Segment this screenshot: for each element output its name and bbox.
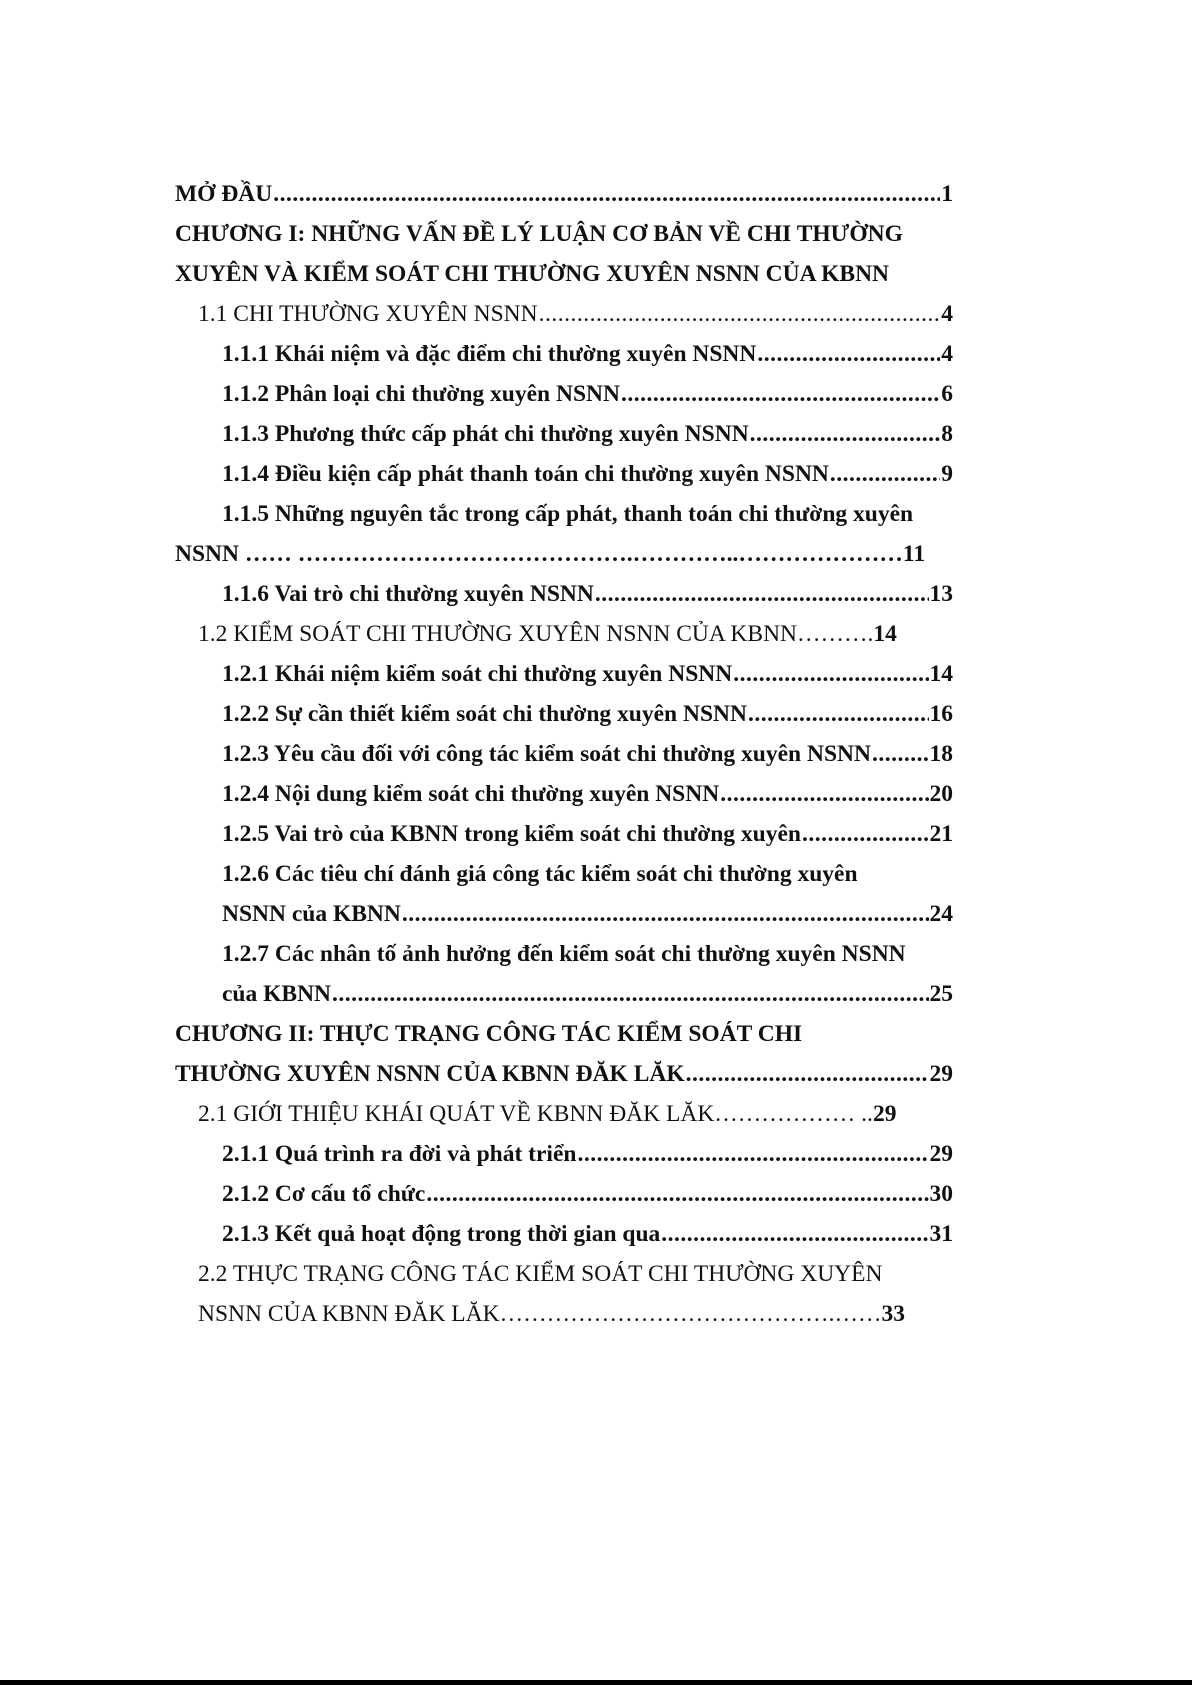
toc-entry-1-1[interactable] — [175, 294, 953, 334]
toc-entry-title: 1.2.5 Vai trò của KBNN trong kiểm soát chi thường xuyên — [222, 821, 801, 847]
toc-entry-page: 4 — [941, 301, 953, 327]
toc-entry-1-2-5[interactable] — [175, 814, 953, 854]
toc-entry-title: 1.2.6 Các tiêu chí đánh giá công tác kiểm soát chi thường xuyên — [222, 861, 858, 887]
toc-entry-title: 2.1 GIỚI THIỆU KHÁI QUÁT VỀ KBNN ĐĂK LĂK……………… .. — [198, 1101, 873, 1127]
toc-entry-chuong-2-line-1[interactable] — [175, 1014, 953, 1054]
toc-entry-title: XUYÊN VÀ KIỂM SOÁT CHI THƯỜNG XUYÊN NSNN CỦA KBNN — [175, 261, 890, 287]
toc-entry-1-1-4[interactable] — [175, 454, 953, 494]
dot-leader — [872, 734, 929, 774]
toc-entry-2-2-line-2[interactable] — [175, 1294, 953, 1334]
toc-entry-page: 16 — [929, 701, 953, 727]
toc-entry-title: 1.1.4 Điều kiện cấp phát thanh toán chi thường xuyên NSNN — [222, 461, 829, 487]
dot-leader — [273, 174, 940, 214]
toc-entry-chuong-2-line-2[interactable] — [175, 1054, 953, 1094]
toc-entry-page: 30 — [929, 1181, 953, 1207]
toc-entry-page: 9 — [941, 461, 953, 487]
dot-leader — [720, 774, 928, 814]
toc-entry-page: 8 — [941, 421, 953, 447]
toc-entry-title: 2.1.2 Cơ cấu tổ chức — [222, 1181, 426, 1207]
toc-entry-page: 29 — [872, 1101, 897, 1127]
dot-leader — [802, 814, 929, 854]
toc-entry-1-2-3[interactable] — [175, 734, 953, 774]
toc-entry-1-2-6-line-2[interactable] — [175, 894, 953, 934]
toc-entry-title: 1.1.2 Phân loại chi thường xuyên NSNN — [222, 381, 620, 407]
toc-entry-chuong-1-line-1[interactable] — [175, 214, 953, 254]
toc-entry-title: 1.2.4 Nội dung kiểm soát chi thường xuyên NSNN — [222, 781, 720, 807]
toc-entry-title: 2.2 THỰC TRẠNG CÔNG TÁC KIỂM SOÁT CHI THƯỜNG XUYÊN — [198, 1261, 883, 1287]
toc-entry-mo-dau[interactable] — [175, 174, 953, 214]
toc-entry-title: 1.2.7 Các nhân tố ảnh hưởng đến kiểm soát chi thường xuyên NSNN — [222, 941, 906, 967]
dot-leader — [402, 894, 929, 934]
toc-entry-1-2[interactable] — [175, 614, 953, 654]
dot-leader — [426, 1174, 928, 1214]
toc-entry-page: 31 — [929, 1221, 953, 1247]
table-of-contents — [175, 174, 953, 1334]
toc-entry-page: 1 — [941, 181, 953, 207]
toc-entry-page: 11 — [902, 541, 926, 567]
toc-entry-title: 1.1.6 Vai trò chi thường xuyên NSNN — [222, 581, 594, 607]
toc-entry-2-1-2[interactable] — [175, 1174, 953, 1214]
toc-entry-page: 14 — [929, 661, 953, 687]
toc-entry-title: 1.1.3 Phương thức cấp phát chi thường xuyên NSNN — [222, 421, 749, 447]
toc-entry-title: MỞ ĐẦU — [175, 181, 273, 207]
dot-leader — [733, 654, 928, 694]
dot-leader — [748, 694, 929, 734]
toc-entry-1-2-7-line-2[interactable] — [175, 974, 953, 1014]
toc-entry-page: 29 — [929, 1061, 953, 1087]
toc-entry-title: 1.1.1 Khái niệm và đặc điểm chi thường xuyên NSNN — [222, 341, 757, 367]
toc-entry-title: 1.2.1 Khái niệm kiểm soát chi thường xuyên NSNN — [222, 661, 733, 687]
toc-entry-title: THƯỜNG XUYÊN NSNN CỦA KBNN ĐĂK LĂK — [175, 1061, 685, 1087]
toc-entry-page: 29 — [929, 1141, 953, 1167]
toc-entry-title: của KBNN — [222, 981, 332, 1007]
toc-entry-2-2-line-1[interactable] — [175, 1254, 953, 1294]
toc-entry-page: 33 — [881, 1301, 905, 1327]
toc-entry-page: 14 — [873, 621, 897, 647]
toc-entry-title: 1.2.3 Yêu cầu đối với công tác kiểm soát chi thường xuyên NSNN — [222, 741, 871, 767]
toc-entry-title: 1.2 KIỂM SOÁT CHI THƯỜNG XUYÊN NSNN CỦA KBNN………. — [198, 621, 874, 647]
toc-entry-page: 6 — [941, 381, 953, 407]
toc-entry-title: CHƯƠNG I: NHỮNG VẤN ĐỀ LÝ LUẬN CƠ BẢN VỀ CHI THƯỜNG — [175, 221, 903, 247]
toc-entry-title: 1.1.5 Những nguyên tắc trong cấp phát, thanh toán chi thường xuyên — [222, 501, 914, 527]
toc-entry-1-1-5-line-2[interactable] — [175, 534, 953, 574]
toc-entry-1-1-2[interactable] — [175, 374, 953, 414]
toc-entry-title: 2.1.1 Quá trình ra đời và phát triển — [222, 1141, 577, 1167]
toc-entry-page: 13 — [929, 581, 953, 607]
toc-entry-1-1-6[interactable] — [175, 574, 953, 614]
toc-entry-title: 1.2.2 Sự cần thiết kiểm soát chi thường xuyên NSNN — [222, 701, 747, 727]
toc-entry-title: NSNN của KBNN — [222, 901, 401, 927]
dot-leader — [539, 294, 941, 334]
toc-entry-title: 1.1 CHI THƯỜNG XUYÊN NSNN — [198, 301, 538, 327]
dot-leader — [661, 1214, 928, 1254]
dot-leader — [595, 574, 929, 614]
toc-entry-1-1-1[interactable] — [175, 334, 953, 374]
dot-leader — [750, 414, 941, 454]
toc-entry-1-2-6-line-1[interactable] — [175, 854, 953, 894]
toc-entry-1-1-5-line-1[interactable] — [175, 494, 953, 534]
toc-entry-2-1-3[interactable] — [175, 1214, 953, 1254]
toc-entry-2-1-1[interactable] — [175, 1134, 953, 1174]
dot-leader — [686, 1054, 929, 1094]
toc-entry-page: 24 — [929, 901, 953, 927]
toc-entry-title: NSNN …… …………………………………….…………..………………… — [175, 541, 903, 567]
toc-entry-title: NSNN CỦA KBNN ĐĂK LĂK…………………………………….…… — [198, 1301, 882, 1327]
toc-entry-1-2-2[interactable] — [175, 694, 953, 734]
toc-entry-1-2-1[interactable] — [175, 654, 953, 694]
toc-entry-1-2-7-line-1[interactable] — [175, 934, 953, 974]
dot-leader — [332, 974, 928, 1014]
toc-entry-page: 18 — [929, 741, 953, 767]
toc-entry-page: 25 — [929, 981, 953, 1007]
dot-leader — [577, 1134, 928, 1174]
toc-entry-2-1[interactable] — [175, 1094, 953, 1134]
toc-entry-1-1-3[interactable] — [175, 414, 953, 454]
toc-entry-page: 4 — [941, 341, 953, 367]
toc-entry-chuong-1-line-2[interactable] — [175, 254, 953, 294]
dot-leader — [621, 374, 940, 414]
toc-entry-title: CHƯƠNG II: THỰC TRẠNG CÔNG TÁC KIỂM SOÁT CHI — [175, 1021, 803, 1047]
dot-leader — [757, 334, 940, 374]
page-bottom-border — [0, 1680, 1192, 1685]
toc-entry-1-2-4[interactable] — [175, 774, 953, 814]
toc-entry-page: 21 — [929, 821, 953, 847]
toc-entry-title: 2.1.3 Kết quả hoạt động trong thời gian qua — [222, 1221, 661, 1247]
toc-entry-page: 20 — [929, 781, 953, 807]
dot-leader — [830, 454, 940, 494]
